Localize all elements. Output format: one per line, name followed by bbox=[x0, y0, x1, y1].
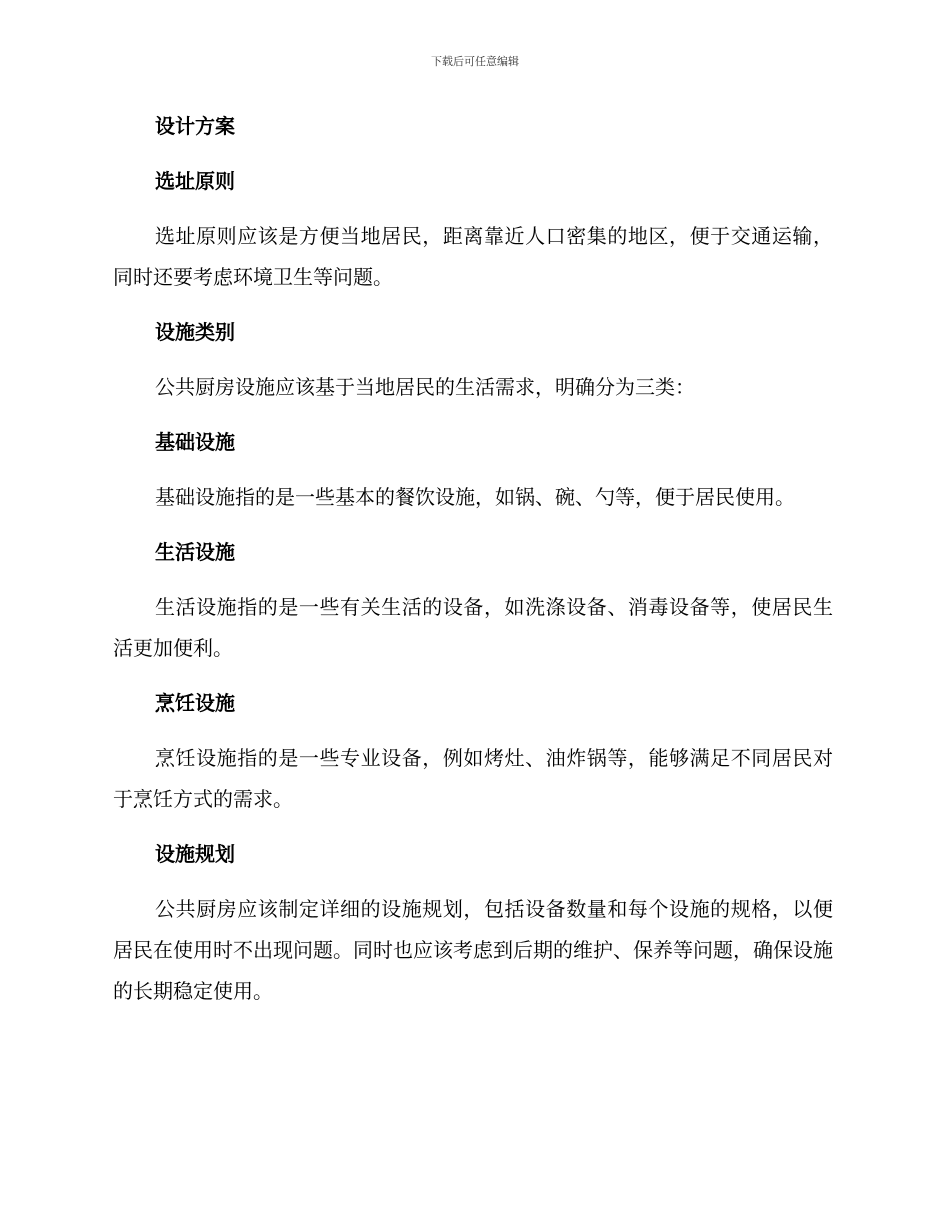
page-header: 下载后可任意编辑 bbox=[431, 55, 519, 68]
document-body bbox=[113, 106, 833, 1012]
section-paragraph-basic-facilities: 基础设施指的是一些基本的餐饮设施，如锅、碗、勺等，便于居民使用。 bbox=[155, 485, 795, 509]
section-heading-cooking-facilities: 烹饪设施 bbox=[155, 691, 235, 715]
section-paragraph-cooking-facilities: 烹饪设施指的是一些专业设备，例如烤灶、油炸锅等，能够满足不同居民对于烹饪方式的需求。 bbox=[113, 746, 833, 811]
section-heading-facility-planning: 设施规划 bbox=[155, 842, 235, 866]
section-paragraph-facility-categories: 公共厨房设施应该基于当地居民的生活需求，明确分为三类： bbox=[155, 375, 695, 399]
section-paragraph-living-facilities: 生活设施指的是一些有关生活的设备，如洗涤设备、消毒设备等，使居民生活更加便利。 bbox=[113, 595, 833, 660]
section-paragraph-site-principles: 选址原则应该是方便当地居民，距离靠近人口密集的地区，便于交通运输，同时还要考虑环境卫生等问题。 bbox=[113, 224, 833, 289]
section-heading-facility-categories: 设施类别 bbox=[155, 320, 235, 344]
section-heading-basic-facilities: 基础设施 bbox=[155, 430, 235, 454]
section-paragraph-facility-planning: 公共厨房应该制定详细的设施规划，包括设备数量和每个设施的规格，以便居民在使用时不出现问题。同时也应该考虑到后期的维护、保养等问题，确保设施的长期稳定使用。 bbox=[113, 897, 833, 1003]
document-title: 设计方案 bbox=[155, 114, 235, 138]
section-heading-site-principles: 选址原则 bbox=[155, 169, 235, 193]
section-heading-living-facilities: 生活设施 bbox=[155, 540, 235, 564]
